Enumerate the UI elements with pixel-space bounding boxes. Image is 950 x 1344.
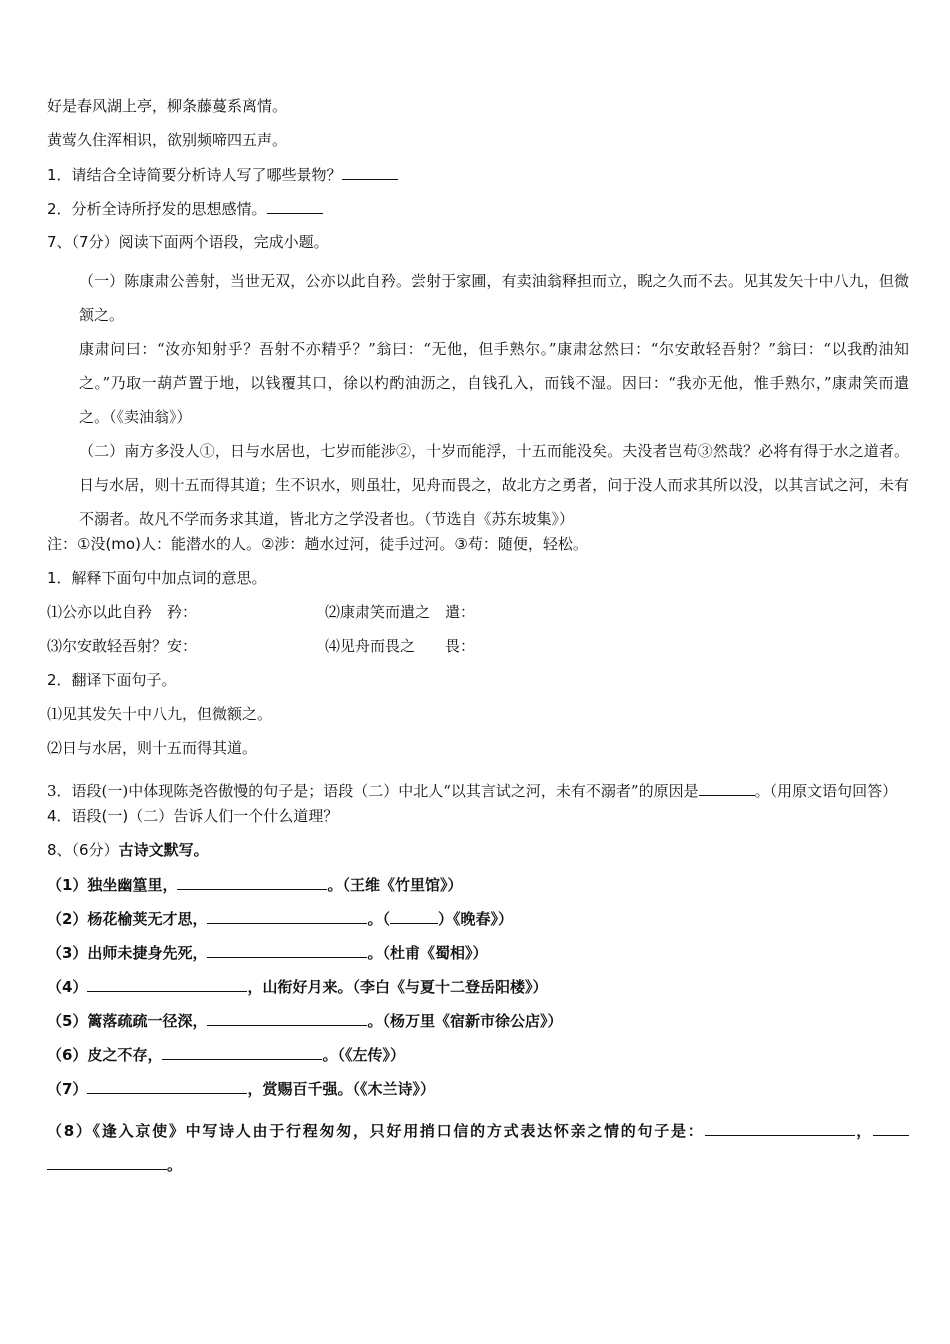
poem-line-2-row: [47, 132, 909, 166]
recite-item-2: [47, 910, 909, 944]
recite-source: 。（《左传》）: [322, 1046, 405, 1064]
answer-blank[interactable]: [87, 1080, 247, 1094]
recite-source: ，赏赐百千强。（《木兰诗》）: [247, 1080, 435, 1098]
translate-item-1: ⑴见其发矢十中八九，但微额之。: [47, 705, 273, 723]
q8-heading-score: 8、（6分）: [47, 841, 119, 859]
answer-blank[interactable]: [267, 200, 323, 214]
translate-row-2: [47, 740, 909, 774]
recite-text: （1）独坐幽篁里，: [47, 876, 178, 894]
answer-blank[interactable]: [162, 1046, 322, 1060]
recite-text: （2）杨花榆荚无才思，: [47, 910, 208, 928]
recite-source: ，山衔好月来。（李白《与夏十二登岳阳楼》）: [247, 978, 548, 996]
recite-source: 。（杜甫《蜀相》）: [367, 944, 488, 962]
recite-source: ）《晚春》）: [437, 910, 513, 928]
q7-heading: 7、（7分）阅读下面两个语段，完成小题。: [47, 233, 329, 251]
q7-passage-3: （二）南方多没人①，日与水居也，七岁而能涉②，十岁而能浮，十五而能没矣。夫没者岂苟③然哉？必将有得于水之道者。日与水居，则十五而得其道；生不识水，则虽壮，见舟而畏之，故北方之勇者，问于没人而求其所以没，以其言试之河，未有不溺者。故凡不学而务求其道，皆北方之学没者也。（节选自《苏东坡集》）: [79, 442, 909, 528]
q7-heading-row: [47, 234, 909, 268]
recite-item-7: [47, 1080, 909, 1114]
answer-blank[interactable]: [87, 978, 247, 992]
q7-note-row: [47, 536, 909, 570]
answer-blank[interactable]: [873, 1122, 909, 1136]
recite-item-4: [47, 978, 909, 1012]
answer-blank[interactable]: [47, 1156, 167, 1170]
q7-sub2: 2．翻译下面句子。: [47, 671, 177, 689]
q7-passage-1: （一）陈康肃公善射，当世无双，公亦以此自矜。尝射于家圃，有卖油翁释担而立，睨之久而不去。见其发矢十中八九，但微颔之。: [79, 272, 909, 324]
answer-blank[interactable]: [342, 166, 398, 180]
answer-blank[interactable]: [207, 944, 367, 958]
q7-sub3: [47, 774, 909, 808]
q6-sub2-text: 2．分析全诗所抒发的思想感情。: [47, 200, 267, 218]
answer-blank[interactable]: [705, 1122, 855, 1136]
translate-row-1: [47, 706, 909, 740]
word-explain-row-1: [47, 604, 909, 638]
answer-blank[interactable]: [699, 782, 755, 796]
recite-text: （4）: [47, 978, 88, 996]
translate-item-2: ⑵日与水居，则十五而得其道。: [47, 739, 258, 757]
answer-blank[interactable]: [207, 910, 367, 924]
q7-sub4: 4．语段(一)（二）告诉人们一个什么道理？: [47, 807, 339, 825]
answer-blank[interactable]: [207, 1012, 367, 1026]
q7-sub3-text-a: 3．语段(一)中体现陈尧咨傲慢的句子是；语段（二）中北人“以其言试之河，未有不溺者”的原因是: [47, 782, 699, 800]
recite-item-5: [47, 1012, 909, 1046]
recite-text: ，: [854, 1122, 873, 1140]
recite-text: （8）《逢入京使》中写诗人由于行程匆匆，只好用捎口信的方式表达怀亲之情的句子是：: [47, 1122, 705, 1140]
q7-passage-2: 康肃问曰：“汝亦知射乎？吾射不亦精乎？”翁曰：“无他，但手熟尔。”康肃忿然曰：“尔安敢轻吾射？”翁曰：“以我酌油知之。”乃取一葫芦置于地，以钱覆其口，徐以杓酌油沥之，自钱孔入，而钱不湿。因曰：“我亦无他，惟手熟尔，”康肃笑而遣之。（《卖油翁》）: [79, 340, 909, 426]
q8-heading-row: [47, 842, 909, 876]
word-explain-row-2: [47, 638, 909, 672]
q7-sub1-row: [47, 570, 909, 604]
recite-text: 。: [167, 1156, 183, 1174]
recite-text: （6）皮之不存，: [47, 1046, 163, 1064]
recite-item-8: [47, 1114, 909, 1182]
answer-blank[interactable]: [177, 876, 327, 890]
recite-source: 。（: [367, 910, 390, 928]
q7-note: 注：①没(mo)人：能潜水的人。②涉：趟水过河，徒手过河。③苟：随便，轻松。: [47, 535, 588, 553]
answer-blank[interactable]: [390, 910, 438, 924]
recite-item-3: [47, 944, 909, 978]
q6-sub1-text: 1．请结合全诗简要分析诗人写了哪些景物？: [47, 166, 342, 184]
q7-sub3-text-b: 。（用原文语句回答）: [754, 782, 898, 800]
document-page: [47, 98, 909, 1182]
q7-sub4-row: [47, 808, 909, 842]
q6-sub1-row: [47, 166, 909, 200]
word-item-3: ⑶尔安敢轻吾射？安：: [47, 637, 198, 655]
poem-line-1-row: [47, 98, 909, 132]
poem-line-1: 好是春风湖上亭，柳条藤蔓系离情。: [47, 97, 288, 115]
word-item-2: ⑵康肃笑而遣之 遣：: [325, 603, 476, 621]
poem-line-2: 黄莺久住浑相识，欲别频啼四五声。: [47, 131, 288, 149]
word-item-4: ⑷见舟而畏之 畏：: [325, 637, 476, 655]
q8-heading-title: 古诗文默写。: [118, 841, 209, 859]
recite-item-1: [47, 876, 909, 910]
recite-text: （7）: [47, 1080, 88, 1098]
q7-sub2-row: [47, 672, 909, 706]
recite-text: （5）篱落疏疏一径深，: [47, 1012, 208, 1030]
word-item-1: ⑴公亦以此自矜 矜：: [47, 603, 198, 621]
recite-text: （3）出师未捷身先死，: [47, 944, 208, 962]
q6-sub2-row: [47, 200, 909, 234]
recite-item-6: [47, 1046, 909, 1080]
recite-source: 。（王维《竹里馆》）: [327, 876, 463, 894]
recite-source: 。（杨万里《宿新市徐公店》）: [367, 1012, 563, 1030]
q7-sub1: 1．解释下面句中加点词的意思。: [47, 569, 267, 587]
